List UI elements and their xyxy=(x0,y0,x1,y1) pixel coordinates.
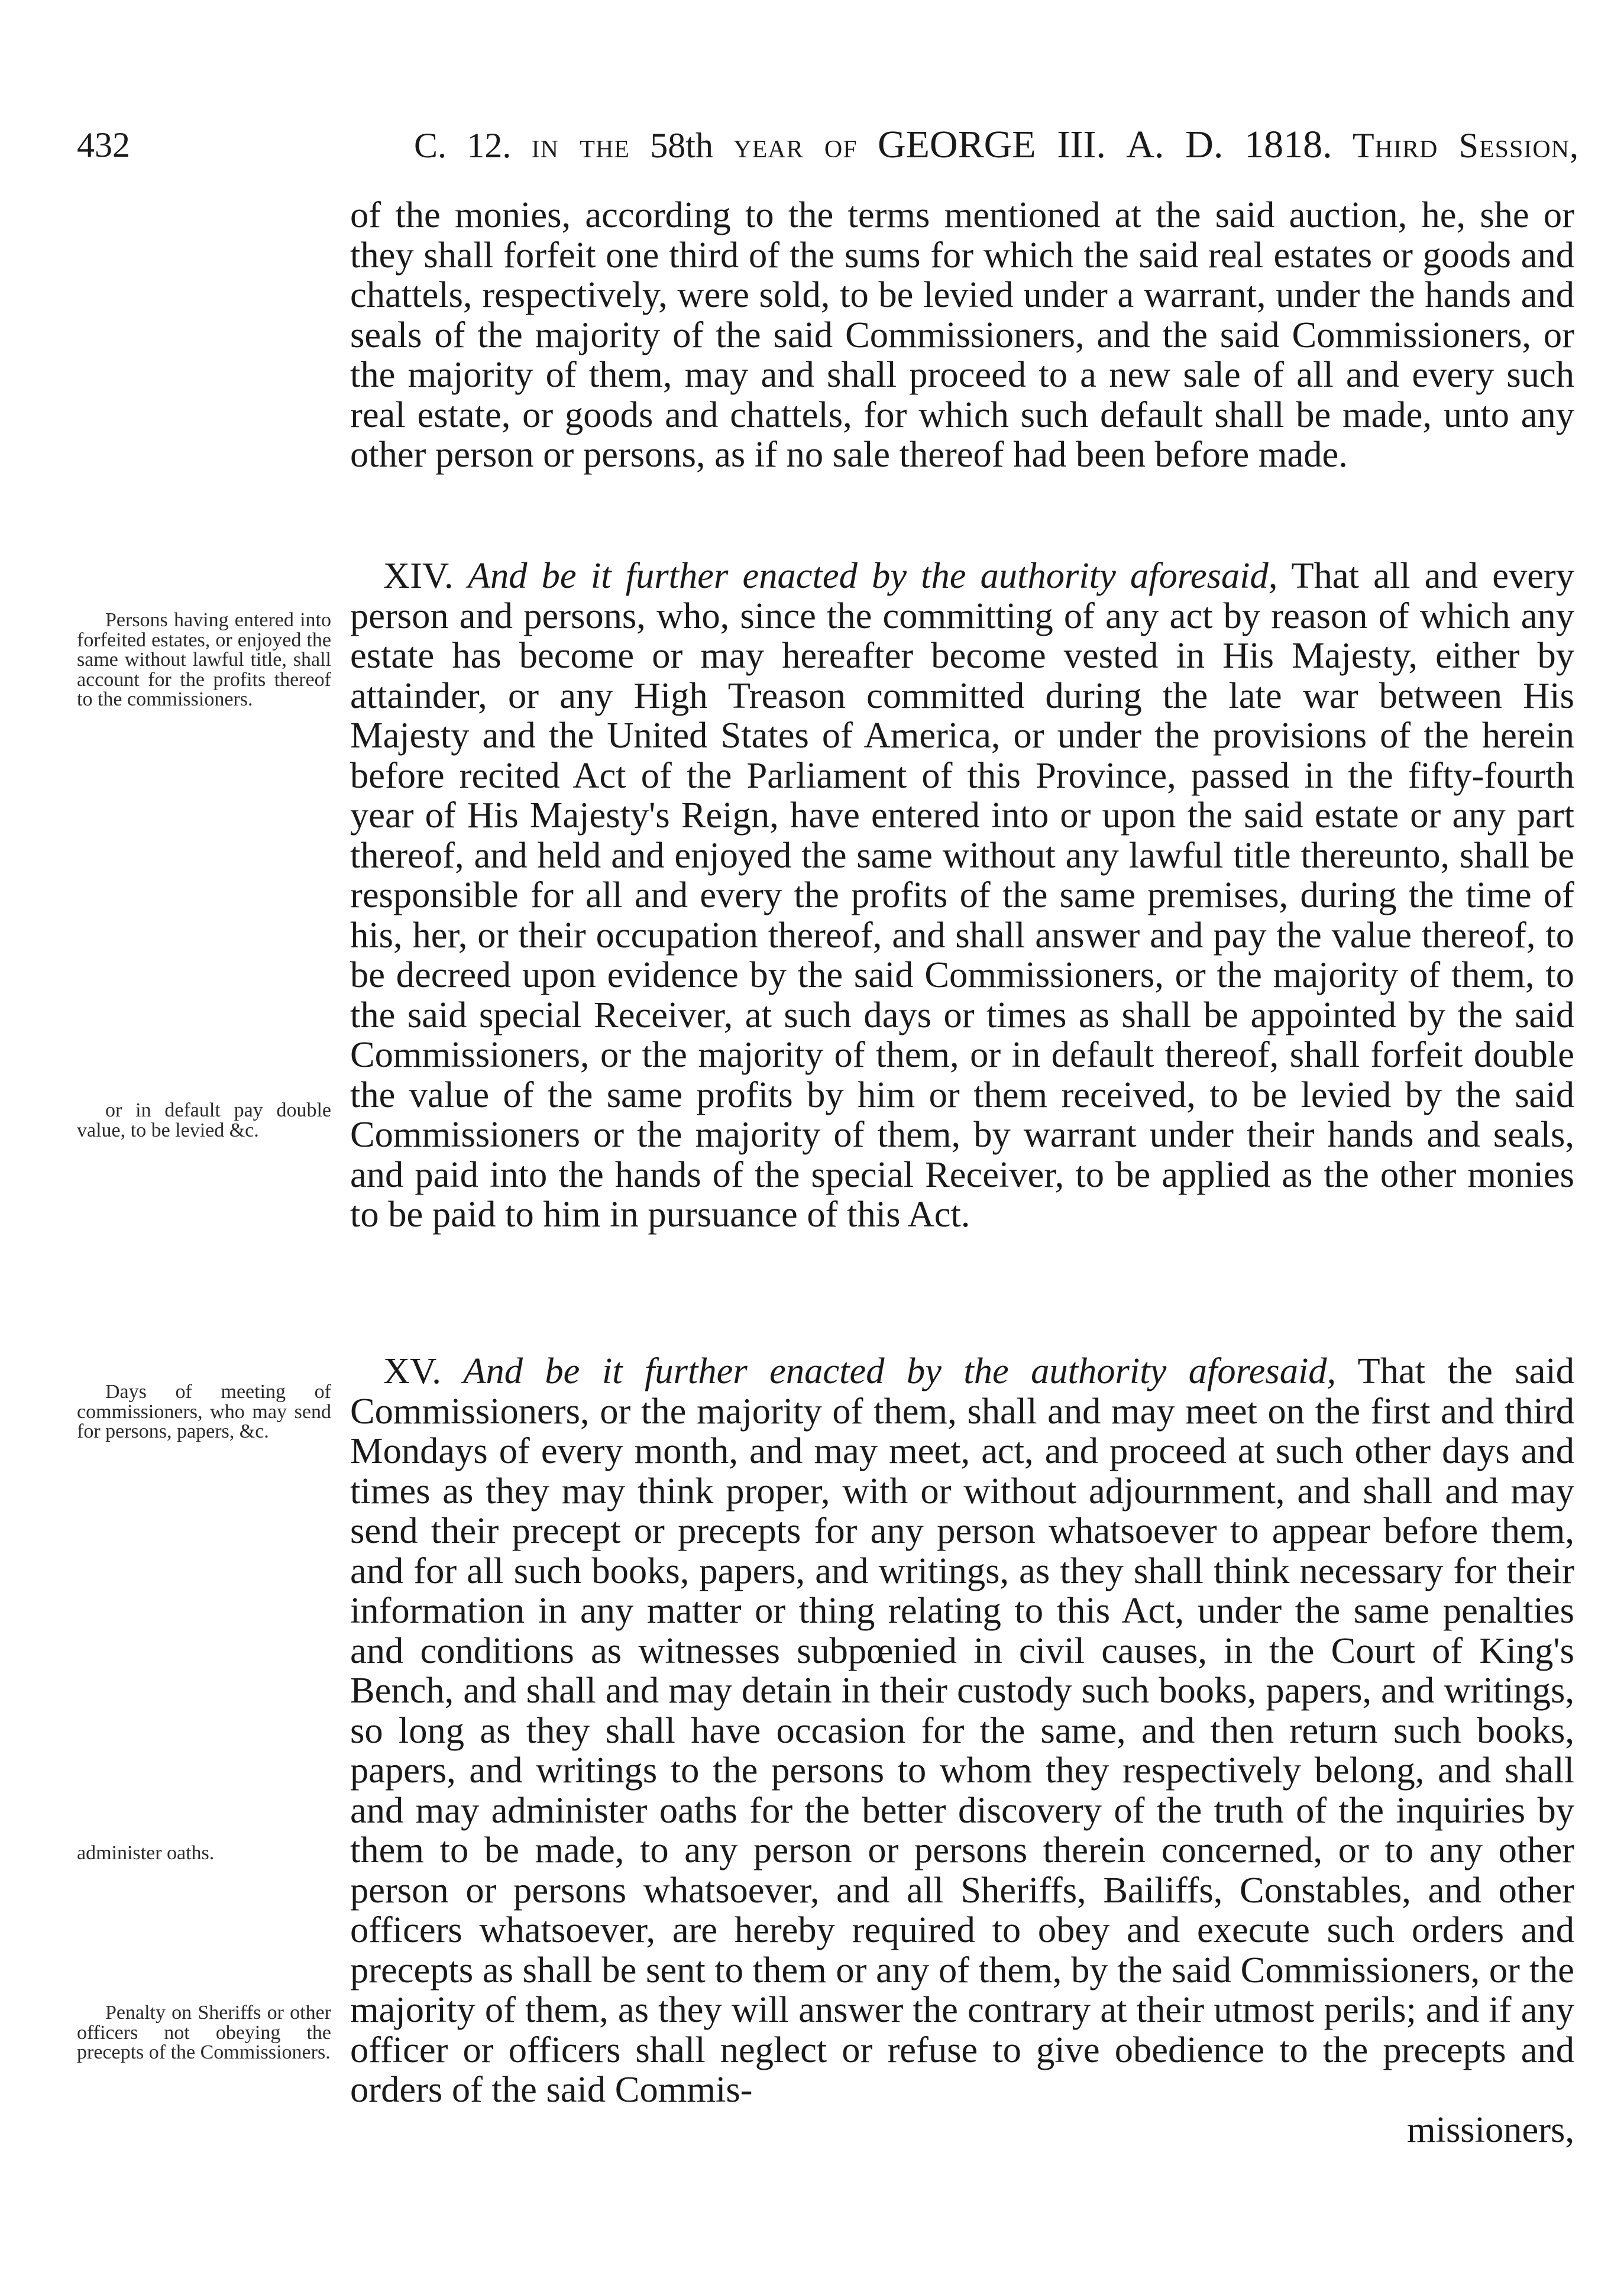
running-head xyxy=(414,118,1579,172)
catchword: missioners, xyxy=(1407,2108,1574,2150)
king-name: GEORGE III. xyxy=(877,123,1106,166)
anno-domini: A. D. 1818. xyxy=(1126,123,1332,166)
page-header xyxy=(77,118,1579,171)
enacting-clause-xv: And be it further enacted by the authority aforesaid, xyxy=(463,1350,1337,1391)
enacting-clause-xiv: And be it further enacted by the authority aforesaid, xyxy=(467,555,1278,596)
regnal-year: 58th xyxy=(650,126,713,165)
running-head-year-of: year of xyxy=(733,126,858,165)
margin-note-forfeited-estates: Persons having entered into forfeited estates, or enjoyed the same without lawful title, shall account for the profits thereof to the commissioners. xyxy=(77,609,331,710)
margin-note-administer-oaths: administer oaths. xyxy=(77,1842,215,1864)
section-xiv-text: That all and every person and persons, who, since the committing of any act by reason of which any estate has become or may hereafter become vested in His Majesty, either by attainder, or any High Treason committed during the late war between His Majesty and the United States of America, or under the provisions of the herein before recited Act of the Parliament of this Province, passed in the fifty-fourth year of His Majesty's Reign, have entered into or upon the said estate or any part thereof, and held and enjoyed the same without any lawful title thereunto, shall be responsible for all and every the profits of the same premises, during the time of his, her, or their occupation thereof, and shall answer and pay the value thereof, to be decreed upon evidence by the said Commissioners, or the majority of them, to the said special Receiver, at such days or times as shall be appointed by the said Commissioners, or the majority of them, or in default thereof, shall forfeit double the value of the same profits by him or them received, to be levied by the said Commissioners or the majority of them, by warrant under their hands and seals, and paid into the hands of the special Receiver, to be applied as the other monies to be paid to him in pursuance of this Act. xyxy=(350,555,1574,1235)
section-number-xv: XV. xyxy=(383,1350,441,1391)
paragraph-continuation: of the monies, according to the terms mentioned at the said auction, he, she or they shall forfeit one third of the sums for which the said real estates or goods and chattels, respectively, were sold, to be levied under a warrant, under the hands and seals of the majority of the said Commissioners, and the said Commissioners, or the majority of them, may and shall proceed to a new sale of all and every such real estate, or goods and chattels, for which such default shall be made, unto any other person or persons, as if no sale thereof had been before made. xyxy=(350,194,1574,475)
section-xv-text: That the said Commissioners, or the majority of them, shall and may meet on the first and third Mondays of every month, and may meet, act, and proceed at such other days and times as they may think proper, with or without adjournment, and shall and may send their precept or precepts for any person whatsoever to appear before them, and for all such books, papers, and writings, as they shall think necessary for their information in any matter or thing relating to this Act, under the same penalties and conditions as witnesses subpœnied in civil causes, in the Court of King's Bench, and shall and may detain in their custody such books, papers, and writings, so long as they shall have occasion for the same, and then return such books, papers, and writings to the persons to whom they respectively belong, and shall and may administer oaths for the better discovery of the truth of the inquiries by them to be made, to any person or persons therein concerned, or to any other person or persons whatsoever, and all Sheriffs, Bailiffs, Constables, and other officers whatsoever, are hereby required to obey and execute such orders and precepts as shall be sent to them or any of them, by the said Commissioners, or the majority of them, as they will answer the contrary at their utmost perils; and if any officer or officers shall neglect or refuse to give obedience to the precepts and orders of the said Commis- xyxy=(350,1350,1574,2110)
margin-note-days-of-meeting: Days of meeting of commissioners, who may send for persons, papers, &c. xyxy=(77,1381,331,1442)
margin-note-double-value: or in default pay double value, to be levied &c. xyxy=(77,1099,331,1141)
section-number-xiv: XIV. xyxy=(383,555,454,596)
session-label: Third Session, xyxy=(1353,126,1580,165)
section-xiv xyxy=(350,556,1574,1235)
running-head-in-the: in the xyxy=(531,126,630,165)
chapter-number: C. 12. xyxy=(414,126,512,165)
page-number: 432 xyxy=(77,125,130,164)
section-xv xyxy=(350,1351,1574,2150)
margin-note-penalty-sheriffs: Penalty on Sheriffs or other officers not obeying the precepts of the Commissioners. xyxy=(77,2002,331,2063)
